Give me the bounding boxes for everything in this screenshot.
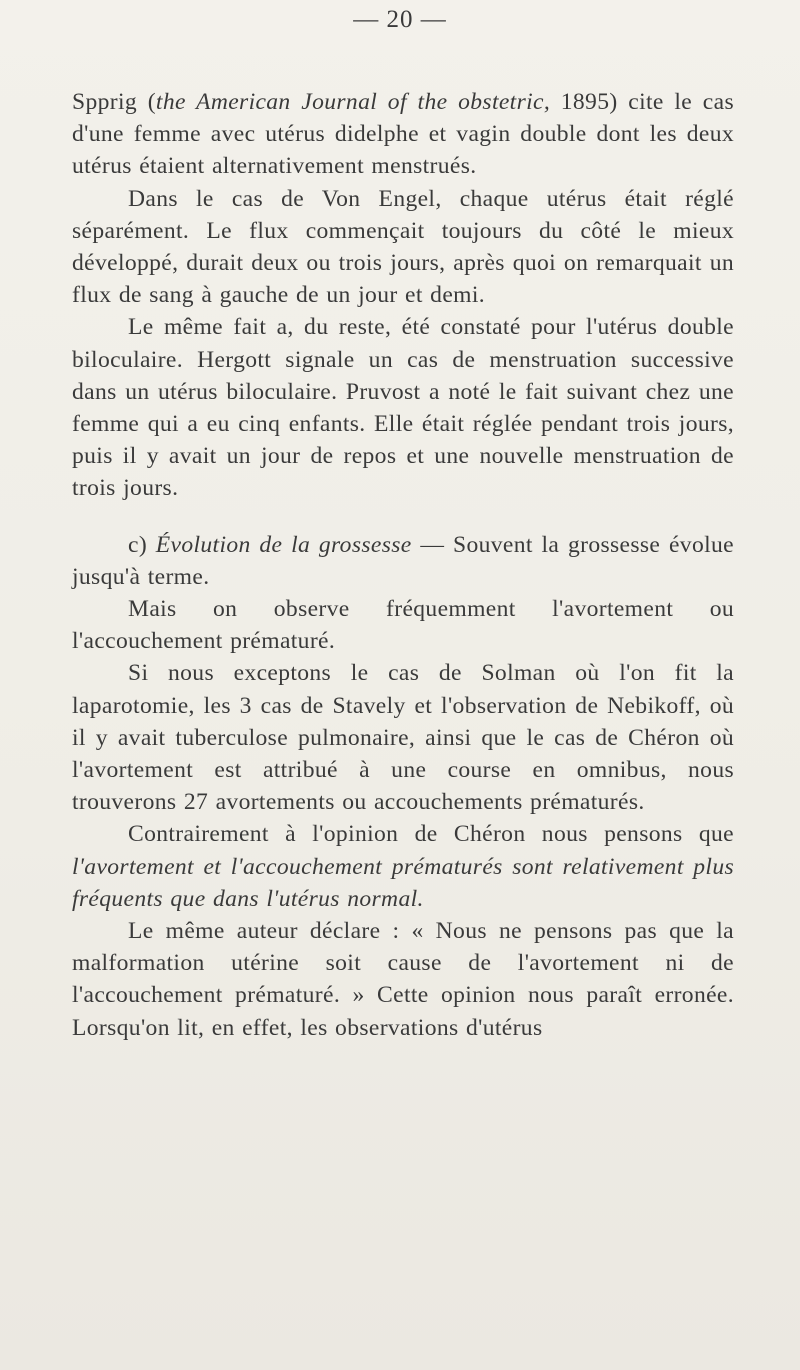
paragraph-spprig-rest: 1895) cite le cas d'une femme avec utérus didelphe et vagin double dont les deux utérus étaient alternativement menstrués. (72, 89, 734, 180)
paragraph-spprig-lead: Spprig ( (72, 89, 156, 115)
paragraph-cheron-emphasis: l'avortement et l'accouchement prématurés sont relativement plus fréquents que dans l'utérus normal. (72, 853, 734, 912)
page-number: — 20 — (353, 6, 447, 33)
body-text (72, 86, 734, 1044)
section-heading-rest: — Souvent la grossesse évolue jusqu'à terme. (72, 531, 734, 590)
journal-title: the American Journal of the obstetric, (155, 89, 551, 115)
paragraph-cheron-opinion (72, 818, 734, 915)
paragraph-biloculaire: Le même fait a, du reste, été constaté pour l'utérus double biloculaire. Hergott signale un cas de menstruation successive dans un utérus biloculaire. Pruvost a noté le fait suivant chez une femme qui a eu cinq enfants. Elle était réglée pendant trois jours, puis il y avait un jour de repos et une nouvelle menstruation de trois jours. (72, 314, 734, 502)
section-heading: Évolution de la grossesse (155, 531, 412, 558)
paragraph-von-engel: Dans le cas de Von Engel, chaque utérus était réglé séparément. Le flux commençait toujours du côté le mieux développé, durait deux ou trois jours, après quoi on remarquait un flux de sang à gauche de un jour et demi. (72, 185, 734, 309)
paragraph-solman: Si nous exceptons le cas de Solman où l'on fit la laparotomie, les 3 cas de Stavely et l'observation de Nebikoff, où il y avait tuberculose pulmonaire, ainsi que le cas de Chéron où l'avortement est attribué à une course en omnibus, nous trouverons 27 avortements ou accouchements prématurés. (72, 660, 734, 816)
section-label: c) (128, 531, 156, 558)
paragraph-meme-auteur: Le même auteur déclare : « Nous ne pensons pas que la malformation utérine soit cause de l'avortement ni de l'accouchement prématuré. » Cette opinion nous paraît erronée. Lorsqu'on lit, en effet, les observations d'utérus (72, 918, 734, 1041)
section-evolution-grossesse (72, 529, 734, 593)
paragraph-cheron-lead: Contrairement à l'opinion de Chéron nous pensons que (128, 821, 734, 848)
paragraph-spprig (72, 86, 734, 183)
paragraph-avortement: Mais on observe fréquemment l'avortement ou l'accouchement prématuré. (72, 596, 734, 655)
